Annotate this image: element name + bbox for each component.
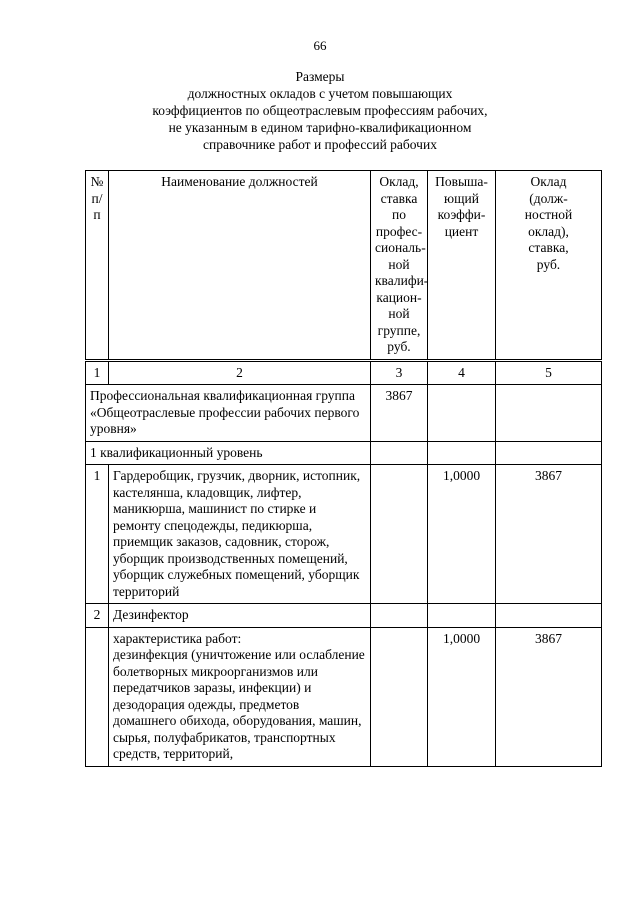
group-final-empty <box>496 385 602 442</box>
row-final: 3867 <box>496 465 602 604</box>
group-coef-empty <box>428 385 496 442</box>
row-final <box>496 604 602 628</box>
row-num: 1 <box>86 465 109 604</box>
table-header-row <box>86 171 602 361</box>
group-salary: 3867 <box>371 385 428 442</box>
table-row <box>86 604 602 628</box>
title-line-4: не указанным в едином тарифно-квалификационном <box>168 120 472 135</box>
page-number: 66 <box>313 38 327 53</box>
column-number-row <box>86 360 602 385</box>
header-salary: Оклад, ставка по профес- сиональ- ной квалифи- кацион- ной группе, руб. <box>371 171 428 361</box>
title-line-1: Размеры <box>295 69 345 84</box>
level-name: 1 квалификационный уровень <box>86 441 371 465</box>
header-final: Оклад (долж- ностной оклад), ставка, руб. <box>496 171 602 361</box>
row-salary <box>371 627 428 766</box>
table-row <box>86 627 602 766</box>
header-coef: Повыша- ющий коэффи- циент <box>428 171 496 361</box>
title-line-2: должностных окладов с учетом повышающих <box>187 86 453 101</box>
title-line-3: коэффициентов по общеотраслевым профессиям рабочих, <box>152 103 488 118</box>
level-final-empty <box>496 441 602 465</box>
col-number-3: 3 <box>371 360 428 385</box>
col-number-4: 4 <box>428 360 496 385</box>
row-name: характеристика работ: дезинфекция (уничтожение или ослабление болетворных микроорганизмов или передатчиков заразы, инфекции) и дезодорация одежды, предметов домашнего обихода, оборудования, машин, сырья, полуфабрикатов, транспортных средств, территорий, <box>109 627 371 766</box>
table-row <box>86 465 602 604</box>
col-number-2: 2 <box>109 360 371 385</box>
title-line-5: справочнике работ и профессий рабочих <box>203 137 437 152</box>
document-title <box>100 68 540 153</box>
row-final: 3867 <box>496 627 602 766</box>
row-num <box>86 627 109 766</box>
level-salary-empty <box>371 441 428 465</box>
row-coef: 1,0000 <box>428 465 496 604</box>
row-salary <box>371 465 428 604</box>
header-num: № п/п <box>86 171 109 361</box>
row-coef: 1,0000 <box>428 627 496 766</box>
level-row <box>86 441 602 465</box>
row-name: Гардеробщик, грузчик, дворник, истопник, кастелянша, кладовщик, лифтер, маникюрша, машинист по стирке и ремонту спецодежды, педикюрша, приемщик заказов, садовник, сторож, уборщик производственных помещений, уборщик служебных помещений, уборщик территорий <box>109 465 371 604</box>
row-coef <box>428 604 496 628</box>
group-name: Профессиональная квалификационная группа «Общеотраслевые профессии рабочих первого уровня» <box>86 385 371 442</box>
row-num: 2 <box>86 604 109 628</box>
row-salary <box>371 604 428 628</box>
row-name: Дезинфектор <box>109 604 371 628</box>
level-coef-empty <box>428 441 496 465</box>
header-name: Наименование должностей <box>109 171 371 361</box>
col-number-5: 5 <box>496 360 602 385</box>
col-number-1: 1 <box>86 360 109 385</box>
salary-table <box>85 170 602 767</box>
group-row <box>86 385 602 442</box>
